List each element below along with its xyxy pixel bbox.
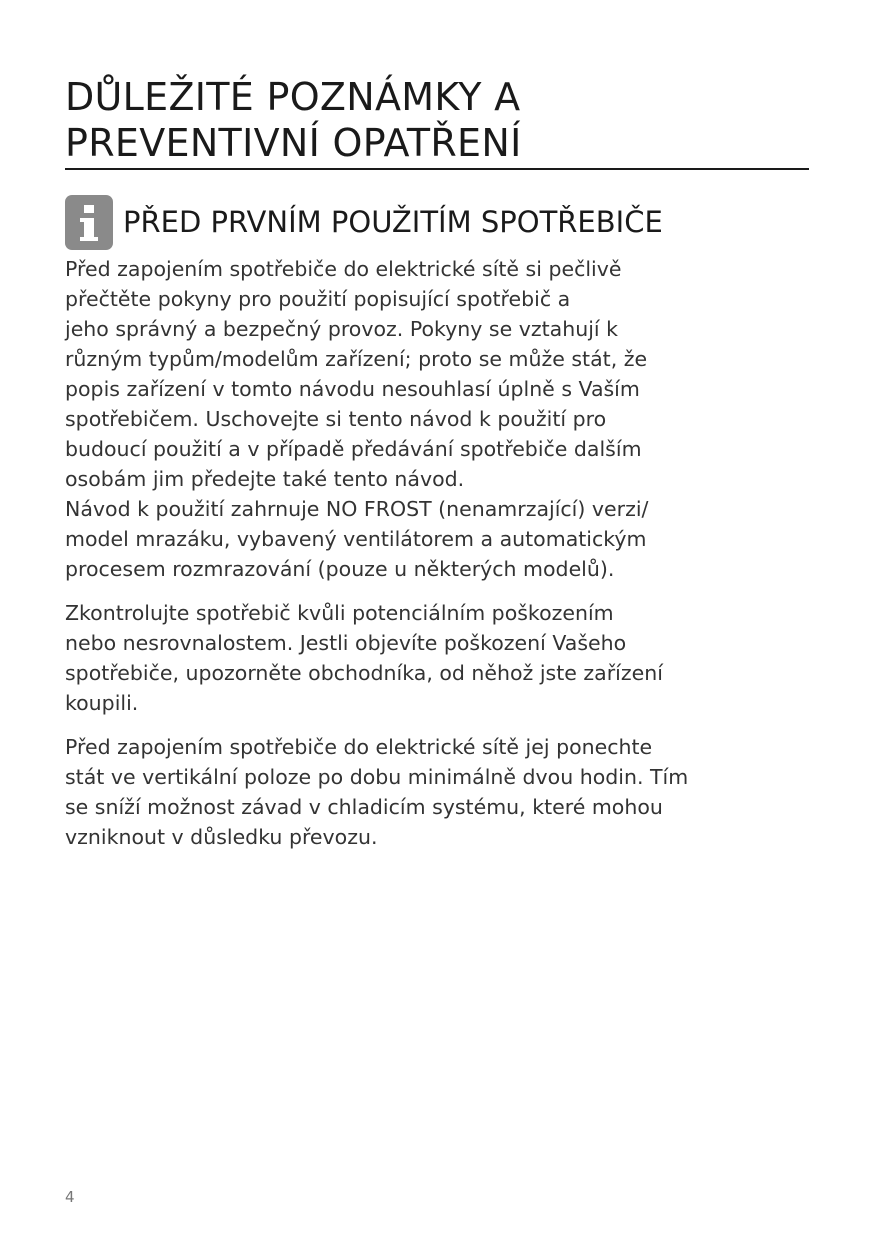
text-line: různým typům/modelům zařízení; proto se může stát, že bbox=[65, 347, 648, 371]
text-line: osobám jim předejte také tento návod. bbox=[65, 467, 465, 491]
text-line: procesem rozmrazování (pouze u některých modelů). bbox=[65, 557, 615, 581]
page-number: 4 bbox=[65, 1188, 75, 1206]
text-line: popis zařízení v tomto návodu nesouhlasí úplně s Vaším bbox=[65, 377, 640, 401]
text-line: vzniknout v důsledku převozu. bbox=[65, 825, 378, 849]
text-line: budoucí použití a v případě předávání spotřebiče dalším bbox=[65, 437, 642, 461]
page-title bbox=[65, 74, 810, 166]
text-line: stát ve vertikální poloze po dobu minimálně dvou hodin. Tím bbox=[65, 765, 689, 789]
text-line: Před zapojením spotřebiče do elektrické sítě si pečlivě bbox=[65, 257, 622, 281]
text-line: Zkontrolujte spotřebič kvůli potenciálním poškozením bbox=[65, 601, 614, 625]
page-title-line: DŮLEŽITÉ POZNÁMKY A bbox=[65, 75, 521, 119]
text-line: Před zapojením spotřebiče do elektrické sítě jej ponechte bbox=[65, 735, 653, 759]
text-line: koupili. bbox=[65, 691, 139, 715]
paragraph-inspection bbox=[65, 598, 810, 718]
section-header bbox=[65, 194, 810, 250]
paragraph-intro bbox=[65, 254, 810, 584]
text-line: se sníží možnost závad v chladicím systému, které mohou bbox=[65, 795, 663, 819]
section-title: PŘED PRVNÍM POUŽITÍM SPOTŘEBIČE bbox=[123, 205, 663, 239]
paragraph-vertical-position bbox=[65, 732, 810, 852]
text-line: spotřebičem. Uschovejte si tento návod k použití pro bbox=[65, 407, 607, 431]
page-title-line: PREVENTIVNÍ OPATŘENÍ bbox=[65, 121, 522, 165]
text-line: model mrazáku, vybavený ventilátorem a automatickým bbox=[65, 527, 647, 551]
text-line: přečtěte pokyny pro použití popisující spotřebič a bbox=[65, 287, 571, 311]
document-page bbox=[65, 74, 810, 852]
text-line: jeho správný a bezpečný provoz. Pokyny se vztahují k bbox=[65, 317, 618, 341]
text-line: Návod k použití zahrnuje NO FROST (nenamrzající) verzi/ bbox=[65, 497, 649, 521]
text-line: nebo nesrovnalostem. Jestli objevíte poškození Vašeho bbox=[65, 631, 627, 655]
info-icon bbox=[65, 195, 113, 250]
title-underline bbox=[65, 168, 809, 170]
text-line: spotřebiče, upozorněte obchodníka, od něhož jste zařízení bbox=[65, 661, 663, 685]
